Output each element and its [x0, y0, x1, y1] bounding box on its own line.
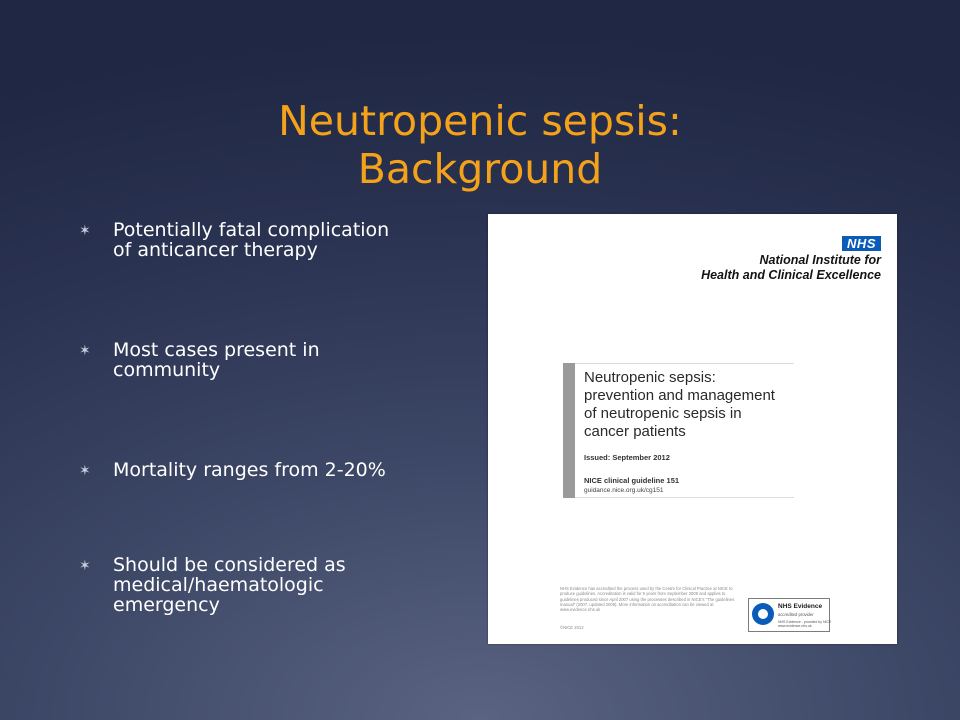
evidence-badge-title: NHS Evidence — [778, 603, 823, 610]
guideline-title-line: Neutropenic sepsis: — [584, 369, 716, 386]
guideline-title — [584, 369, 775, 441]
evidence-badge-meta-line: NHS Evidence - provided by NICE — [778, 620, 832, 624]
bullet-text — [113, 555, 459, 615]
bullet-item — [79, 340, 459, 380]
bullet-text — [113, 220, 459, 260]
title-accent-bar — [563, 363, 575, 498]
bullet-item — [79, 460, 459, 480]
guideline-cover-image — [488, 214, 897, 644]
bullet-line: community — [113, 359, 221, 381]
slide-title — [0, 97, 960, 193]
bullet-text — [113, 340, 459, 380]
nhs-evidence-icon — [752, 603, 774, 625]
nhs-logo: NHS — [842, 236, 881, 251]
evidence-badge-meta — [778, 620, 831, 628]
copyright-text: ©NICE 2012 — [560, 625, 584, 630]
organisation-name — [701, 253, 881, 283]
bullet-item — [79, 555, 459, 615]
title-rule-top — [575, 363, 794, 364]
slide-title-line-1: Neutropenic sepsis: — [278, 97, 682, 146]
evidence-badge-subtitle: accredited provider — [778, 612, 814, 617]
bullet-marker-icon: ✶ — [79, 223, 91, 239]
bullet-line: Most cases present in — [113, 339, 320, 361]
organisation-name-line-1: National Institute for — [759, 253, 881, 267]
bullet-marker-icon: ✶ — [79, 558, 91, 574]
evidence-badge-meta-line: www.evidence.nhs.uk — [778, 624, 812, 628]
guideline-title-line: prevention and management — [584, 387, 775, 404]
bullet-marker-icon: ✶ — [79, 343, 91, 359]
bullet-line: Should be considered as — [113, 554, 346, 576]
nhs-evidence-badge — [748, 598, 830, 632]
bullet-text — [113, 460, 459, 480]
guideline-number: NICE clinical guideline 151 — [584, 476, 680, 485]
bullet-line: medical/haematologic — [113, 574, 324, 596]
bullet-marker-icon: ✶ — [79, 463, 91, 479]
guideline-title-line: of neutropenic sepsis in — [584, 405, 742, 422]
bullet-line: emergency — [113, 594, 220, 616]
bullet-line: of anticancer therapy — [113, 239, 318, 261]
bullet-line: Mortality ranges from 2-20% — [113, 459, 386, 481]
organisation-name-line-2: Health and Clinical Excellence — [701, 268, 881, 282]
slide-title-line-2: Background — [357, 145, 603, 194]
issued-date: Issued: September 2012 — [584, 453, 670, 462]
bullet-line: Potentially fatal complication — [113, 219, 390, 241]
bullet-item — [79, 220, 459, 260]
guideline-url: guidance.nice.org.uk/cg151 — [584, 487, 664, 494]
guideline-title-line: cancer patients — [584, 423, 686, 440]
accreditation-text: NHS Evidence has accredited the process used by the Centre for Clinical Practice at NICE to produce guidelines. Accreditation is valid for 5 years from September 2009 and applies to guidelines produced since April 2007 using the processes described in NICE's "The guidelines manual" (2007, updated 2009). More information on accreditation can be viewed at www.evidence.nhs.uk — [560, 586, 735, 613]
title-rule-bottom — [575, 497, 794, 498]
